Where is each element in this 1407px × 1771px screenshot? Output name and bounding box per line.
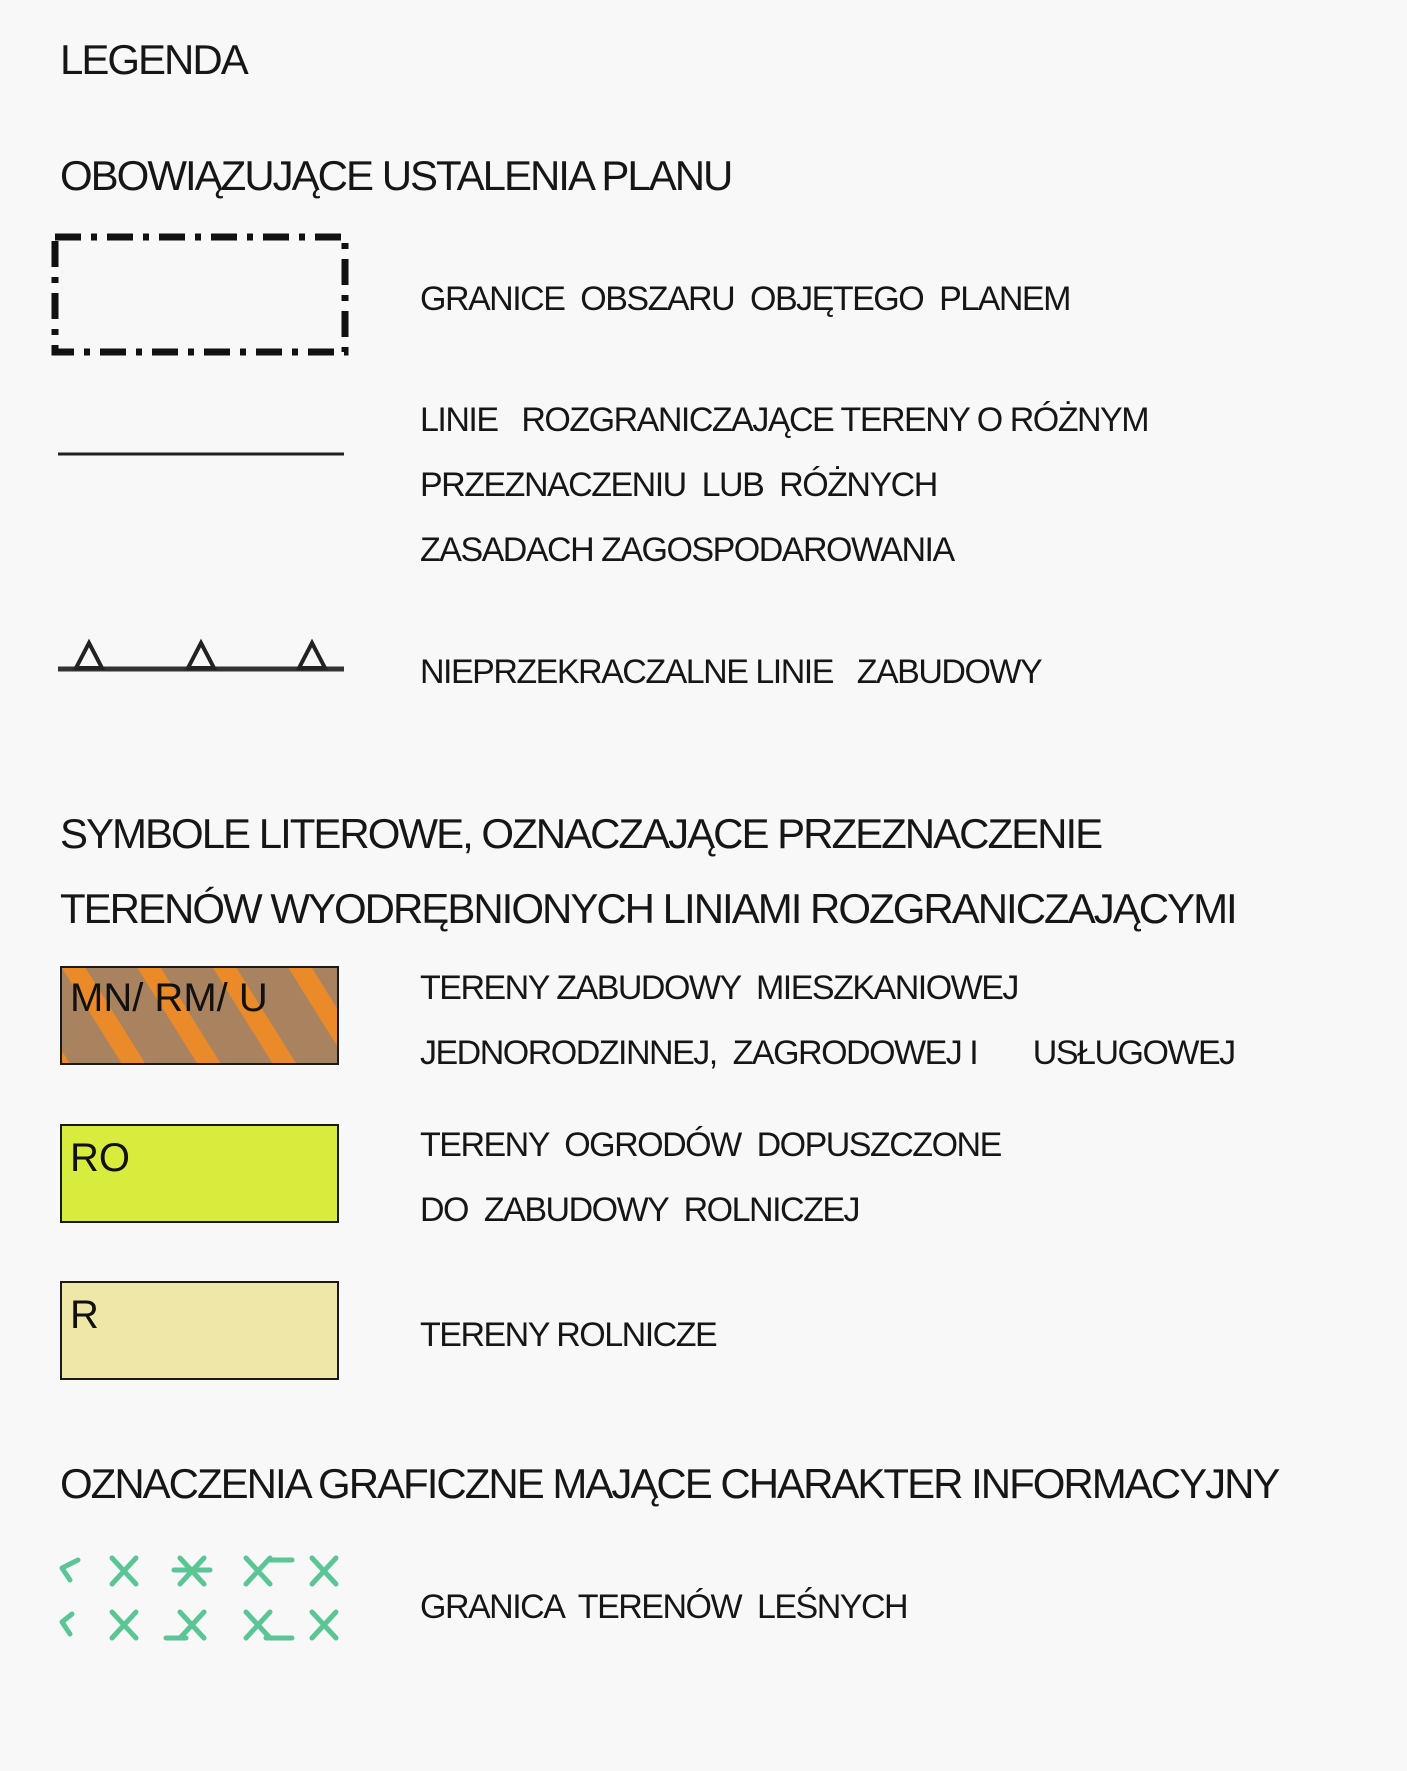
triangle-marker-icon — [188, 643, 214, 668]
swatch-mn-rm-u — [60, 966, 339, 1065]
swatch-code: R — [70, 1293, 99, 1337]
legend-title: LEGENDA — [60, 36, 247, 83]
swatch-mn-rm-u-label: TERENY ZABUDOWY MIESZKANIOWEJ JEDNORODZINNEJ, ZAGRODOWEJ I USŁUGOWEJ — [420, 969, 1235, 1072]
swatch-code: MN/ RM/ U — [70, 976, 268, 1020]
swatch-ro-label: TERENY OGRODÓW DOPUSZCZONE DO ZABUDOWY ROLNICZEJ — [420, 1126, 1001, 1229]
plan-boundary-symbol — [50, 232, 350, 362]
section-heading-symbols: SYMBOLE LITEROWE, OZNACZAJĄCE PRZEZNACZENIE TERENÓW WYODRĘBNIONYCH LINIAMI ROZGRANICZAJĄCYMI — [60, 810, 1236, 932]
building-line-symbol — [56, 630, 356, 680]
demarcation-line-label: LINIE ROZGRANICZAJĄCE TERENY O RÓŻNYM PRZEZNACZENIU LUB RÓŻNYCH ZASADACH ZAGOSPODAROWANIA — [420, 401, 1149, 569]
demarcation-line-symbol — [58, 449, 348, 459]
section-heading-informative: OZNACZENIA GRAFICZNE MAJĄCE CHARAKTER INFORMACYJNY — [60, 1460, 1279, 1507]
section-heading-binding: OBOWIĄZUJĄCE USTALENIA PLANU — [60, 152, 732, 199]
swatch-code: RO — [70, 1136, 130, 1180]
forest-boundary-symbol — [56, 1550, 356, 1660]
forest-boundary-label: GRANICA TERENÓW LEŚNYCH — [420, 1588, 908, 1626]
triangle-marker-icon — [299, 643, 325, 668]
triangle-marker-icon — [76, 643, 102, 668]
swatch-ro — [60, 1124, 339, 1223]
swatch-r — [60, 1281, 339, 1380]
building-line-label: NIEPRZEKRACZALNE LINIE ZABUDOWY — [420, 653, 1042, 691]
swatch-r-label: TERENY ROLNICZE — [420, 1316, 717, 1354]
plan-boundary-label: GRANICE OBSZARU OBJĘTEGO PLANEM — [420, 280, 1070, 318]
